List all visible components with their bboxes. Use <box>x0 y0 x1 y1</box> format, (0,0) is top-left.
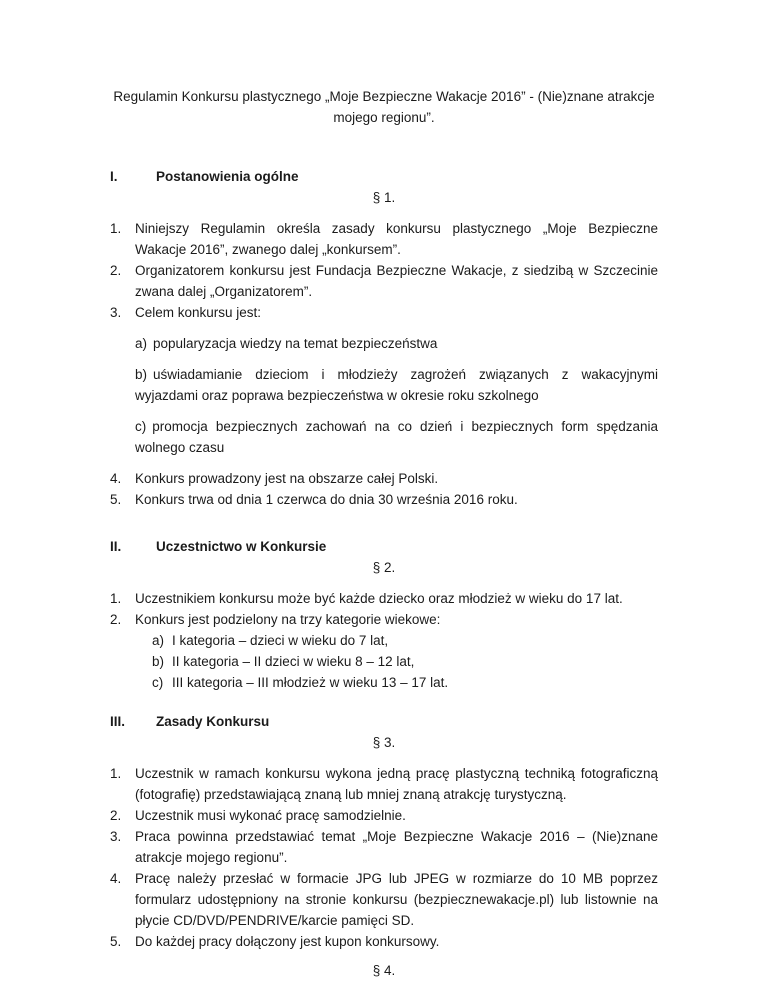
item-number: 1. <box>110 766 122 781</box>
section-number: I. <box>110 169 118 184</box>
items-list <box>110 218 658 510</box>
list-item <box>110 868 658 931</box>
sub-item-letter: b) <box>135 367 148 382</box>
item-text: Uczestnik musi wykonać pracę samodzielnie. <box>135 808 406 823</box>
item-number: 4. <box>110 871 122 886</box>
list-item <box>110 302 658 458</box>
sub-item-text: promocja bezpiecznych zachowań na co dzień i bezpiecznych form spędzania wolnego czasu <box>135 419 658 455</box>
list-item <box>110 468 658 489</box>
section-heading <box>110 711 658 732</box>
list-item <box>110 805 658 826</box>
section-heading-text: Zasady Konkursu <box>156 714 270 729</box>
sub-item <box>135 364 658 406</box>
sub-item <box>135 333 658 354</box>
item-text: Konkurs trwa od dnia 1 czerwca do dnia 30 września 2016 roku. <box>135 492 518 507</box>
item-text: Organizatorem konkursu jest Fundacja Bezpieczne Wakacje, z siedzibą w Szczecinie zwana dalej „Organizatorem”. <box>135 263 658 299</box>
items-list <box>110 588 658 693</box>
item-text: Celem konkursu jest: <box>135 305 262 320</box>
section-heading <box>110 166 658 187</box>
item-text: Pracę należy przesłać w formacie JPG lub JPEG w rozmiarze do 10 MB poprzez formularz udostępniony na stronie konkursu (bezpiecznewakacje.pl) lub listownie na płycie CD/DVD/PENDRIVE/karcie pamięci SD. <box>135 871 658 928</box>
item-text: Uczestnikiem konkursu może być każde dziecko oraz młodzież w wieku do 17 lat. <box>135 591 623 606</box>
section-i <box>110 166 658 510</box>
item-number: 5. <box>110 934 122 949</box>
list-item <box>110 931 658 952</box>
section-heading <box>110 536 658 557</box>
sub-item-letter: c) <box>135 419 147 434</box>
sub-item <box>152 672 658 693</box>
item-text: Konkurs jest podzielony na trzy kategorie wiekowe: <box>135 612 441 627</box>
sub-item-text: I kategoria – dzieci w wieku do 7 lat, <box>172 633 389 648</box>
list-item <box>110 489 658 510</box>
list-item <box>110 588 658 609</box>
sub-item <box>152 651 658 672</box>
item-number: 3. <box>110 829 122 844</box>
item-number: 1. <box>110 221 122 236</box>
item-number: 3. <box>110 305 122 320</box>
section-iii <box>110 711 658 981</box>
list-item <box>110 826 658 868</box>
list-item <box>110 609 658 693</box>
item-text: Praca powinna przedstawiać temat „Moje Bezpieczne Wakacje 2016 – (Nie)znane atrakcje mojego regionu”. <box>135 829 658 865</box>
item-text: Niniejszy Regulamin określa zasady konkursu plastycznego „Moje Bezpieczne Wakacje 2016”, zwanego dalej „konkursem”. <box>135 221 658 257</box>
item-number: 1. <box>110 591 122 606</box>
paragraph-symbol: § 1. <box>372 190 396 205</box>
sub-item-letter: a) <box>152 633 165 648</box>
sub-item-letter: b) <box>152 654 165 669</box>
closing-paragraph-symbol: § 4. <box>372 963 396 978</box>
item-number: 4. <box>110 471 122 486</box>
item-number: 2. <box>110 263 122 278</box>
section-number: III. <box>110 714 126 729</box>
list-item <box>110 260 658 302</box>
section-number: II. <box>110 539 122 554</box>
list-item <box>110 218 658 260</box>
section-ii <box>110 536 658 693</box>
document-title: Regulamin Konkursu plastycznego „Moje Bezpieczne Wakacje 2016” - (Nie)znane atrakcje mojego regionu”. <box>113 89 655 125</box>
sub-item <box>152 630 658 651</box>
paragraph-symbol: § 3. <box>372 735 396 750</box>
sub-item-text: uświadamianie dzieciom i młodzieży zagrożeń związanych z wakacyjnymi wyjazdami oraz poprawa bezpieczeństwa w okresie roku szkolnego <box>135 367 658 403</box>
item-number: 5. <box>110 492 122 507</box>
items-list <box>110 763 658 952</box>
item-number: 2. <box>110 612 122 627</box>
paragraph-symbol: § 2. <box>372 560 396 575</box>
item-text: Konkurs prowadzony jest na obszarze całej Polski. <box>135 471 439 486</box>
item-number: 2. <box>110 808 122 823</box>
sub-item-letter: c) <box>152 675 164 690</box>
sub-item <box>135 416 658 458</box>
list-item <box>110 763 658 805</box>
sub-item-text: II kategoria – II dzieci w wieku 8 – 12 lat, <box>172 654 415 669</box>
sub-item-letter: a) <box>135 336 148 351</box>
section-heading-text: Postanowienia ogólne <box>156 169 299 184</box>
section-heading-text: Uczestnictwo w Konkursie <box>156 539 327 554</box>
sub-item-text: popularyzacja wiedzy na temat bezpieczeństwa <box>153 336 438 351</box>
item-text: Do każdej pracy dołączony jest kupon konkursowy. <box>135 934 440 949</box>
sub-item-text: III kategoria – III młodzież w wieku 13 – 17 lat. <box>172 675 449 690</box>
item-text: Uczestnik w ramach konkursu wykona jedną pracę plastyczną techniką fotograficzną (fotografię) przedstawiającą znaną lub mniej znaną atrakcję turystyczną. <box>135 766 658 802</box>
